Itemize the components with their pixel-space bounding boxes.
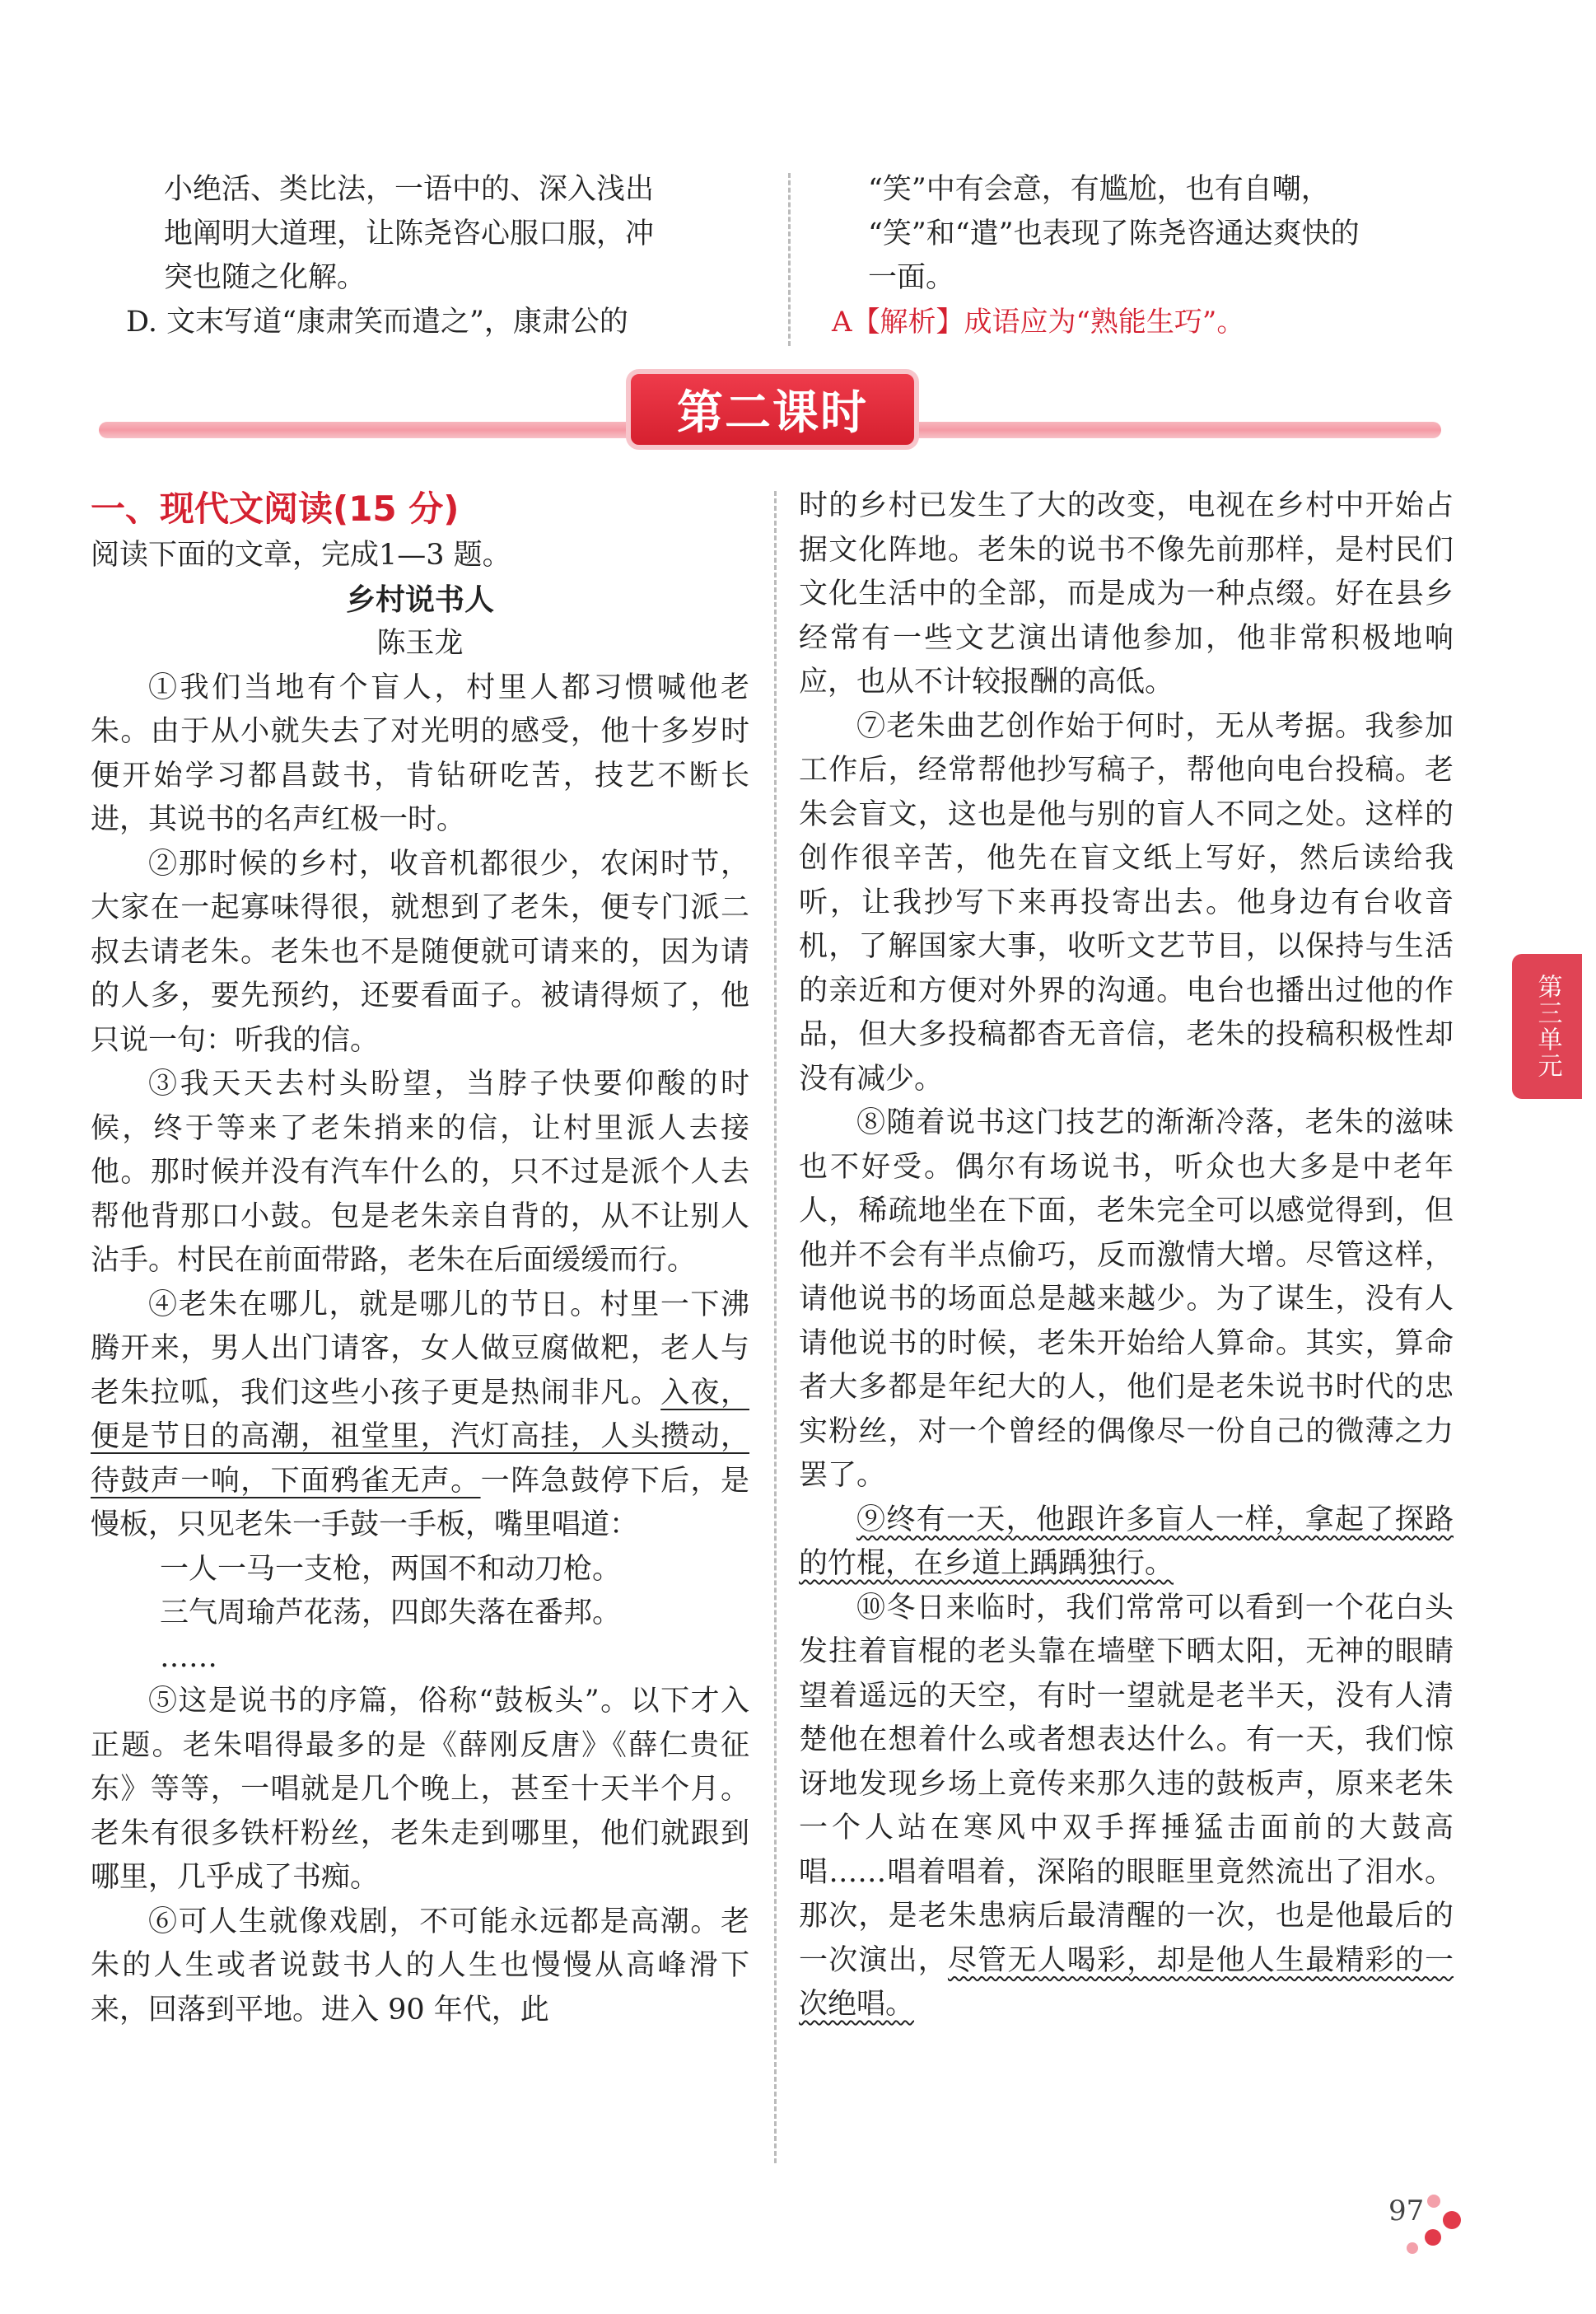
main-left-column — [91, 484, 749, 2032]
paragraph-10 — [799, 1587, 1454, 2027]
article-author: 陈玉龙 — [376, 627, 464, 660]
verse-ellipsis: …… — [160, 1640, 217, 1674]
answer-explanation: A【解析】成语应为“熟能生巧”。 — [832, 305, 1245, 339]
option-d-line: 一面。 — [868, 261, 955, 294]
verse-line: 一人一马一支枪，两国不和动刀枪。 — [160, 1552, 622, 1586]
wavy-underlined-sentence: ⑨终有一天，他跟许多盲人一样，拿起了探路的竹棍，在乡道上踽踽独行。 — [799, 1503, 1454, 1580]
paragraph-3: ③我天天去村头盼望，当脖子快要仰酸的时候，终于等来了老朱捎来的信，让村里派人去接他。那时候并没有汽车什么的，只不过是派个人去帮他背那口小鼓。包是老朱亲自背的，从不让别人沾手。村民在前面带路，老朱在后面缓缓而行。 — [91, 1068, 749, 1277]
decorative-dot — [1427, 2195, 1440, 2208]
decorative-dot — [1443, 2211, 1461, 2229]
paragraph-10-text: ⑩冬日来临时，我们常常可以看到一个花白头发拄着盲棍的老头靠在墙壁下晒太阳，无神的眼睛望着遥远的天空，有时一望就是老半天，没有人清楚他在想着什么或者想表达什么。有一天，我们惊讶地发现乡场上竟传来那久违的鼓板声，原来老朱一个人站在寒风中双手挥捶猛击面前的大鼓高唱……唱着唱着，深陷的眼眶里竟然流出了泪水。那次，是老朱患病后最清醒的一次，也是他最后的一次演出， — [799, 1591, 1454, 1977]
paragraph-4-text: ④老朱在哪儿，就是哪儿的节日。村里一下沸腾开来，男人出门请客，女人做豆腐做粑，老人与老朱拉呱，我们这些小孩子更是热闹非凡。 — [91, 1288, 749, 1409]
option-c-line: 小绝活、类比法，一语中的、深入浅出 — [164, 173, 655, 206]
section-heading: 一、现代文阅读(15 分) — [91, 489, 460, 529]
main-right-column — [799, 484, 1454, 2027]
top-left-column — [95, 168, 745, 344]
paragraph-1: ①我们当地有个盲人，村里人都习惯喊他老朱。由于从小就失去了对光明的感受，他十多岁时便开始学习都昌鼓书，肯钻研吃苦，技艺不断长进，其说书的名声红极一时。 — [91, 671, 749, 836]
lesson-banner — [626, 369, 919, 450]
paragraph-6-continued: 时的乡村已发生了大的改变，电视在乡村中开始占据文化阵地。老朱的说书不像先前那样，是村民们文化生活中的全部，而是成为一种点缀。好在县乡经常有一些文艺演出请他参加，他非常积极地响应，也从不计较报酬的高低。 — [799, 489, 1454, 699]
unit-side-tab — [1512, 954, 1582, 1099]
option-d-line: “笑”和“遣”也表现了陈尧咨通达爽快的 — [868, 217, 1360, 250]
paragraph-9 — [799, 1498, 1454, 1587]
unit-label: 第三单元 — [1533, 974, 1562, 1079]
paragraph-4-text: 一阵急鼓停下后，是慢板，只见老朱一手鼓一手板，嘴里唱道： — [91, 1464, 749, 1541]
main-column-divider — [774, 491, 777, 2163]
underlined-sentence: 入夜，便是节日的高潮，祖堂里，汽灯高挂，人头攒动，待鼓声一响，下面鸦雀无声。 — [91, 1376, 749, 1498]
lesson-title: 第二课时 — [677, 386, 868, 440]
verse-line: 三气周瑜芦花荡，四郎失落在番邦。 — [160, 1596, 622, 1629]
top-column-divider — [788, 173, 791, 346]
page-number: 97 — [1388, 2195, 1425, 2228]
option-d: D. 文末写道“康肃笑而遣之”，康肃公的 — [126, 305, 628, 339]
instruction: 阅读下面的文章，完成1—3 题。 — [91, 539, 511, 572]
paragraph-8: ⑧随着说书这门技艺的渐渐冷落，老朱的滋味也不好受。偶尔有场说书，听众也大多是中老年人，稀疏地坐在下面，老朱完全可以感觉得到，但他并不会有半点偷巧，反而激情大增。尽管这样，请他说书的场面总是越来越少。为了谋生，没有人请他说书的时候，老朱开始给人算命。其实，算命者大多都是年纪大的人，他们是老朱说书时代的忠实粉丝，对一个曾经的偶像尽一份自己的微薄之力罢了。 — [799, 1106, 1454, 1492]
paragraph-7: ⑦老朱曲艺创作始于何时，无从考据。我参加工作后，经常帮他抄写稿子，帮他向电台投稿。老朱会盲文，这也是他与别的盲人不同之处。这样的创作很辛苦，他先在盲文纸上写好，然后读给我听，让我抄写下来再投寄出去。他身边有台收音机，了解国家大事，收听文艺节目，以保持与生活的亲近和方便对外界的沟通。电台也播出过他的作品，但大多投稿都杳无音信，老朱的投稿积极性却没有减少。 — [799, 709, 1454, 1096]
option-c-line: 地阐明大道理，让陈尧咨心服口服，冲 — [164, 217, 655, 250]
article-title: 乡村说书人 — [345, 582, 494, 617]
wavy-underlined-sentence: 尽管无人喝彩，却是他人生最精彩的一次绝唱。 — [799, 1943, 1454, 2021]
option-c-line: 突也随之化解。 — [164, 261, 366, 294]
decorative-dot — [1425, 2229, 1441, 2246]
paragraph-2: ②那时候的乡村，收音机都很少，农闲时节，大家在一起寡味得很，就想到了老朱，便专门派二叔去请老朱。老朱也不是随便就可请来的，因为请的人多，要先预约，还要看面子。被请得烦了，他只说一句：听我的信。 — [91, 847, 749, 1057]
top-right-column — [832, 168, 1491, 344]
option-d-line: “笑”中有会意，有尴尬，也有自嘲， — [868, 173, 1330, 206]
paragraph-4 — [91, 1283, 749, 1548]
decorative-dot — [1407, 2242, 1418, 2254]
paragraph-5: ⑤这是说书的序篇，俗称“鼓板头”。以下才入正题。老朱唱得最多的是《薛刚反唐》《薛仁贵征东》等等，一唱就是几个晚上，甚至十天半个月。老朱有很多铁杆粉丝，老朱走到哪里，他们就跟到哪里，几乎成了书痴。 — [91, 1685, 749, 1894]
paragraph-6: ⑥可人生就像戏剧，不可能永远都是高潮。老朱的人生或者说鼓书人的人生也慢慢从高峰滑下来，回落到平地。进入 90 年代，此 — [91, 1905, 749, 2027]
